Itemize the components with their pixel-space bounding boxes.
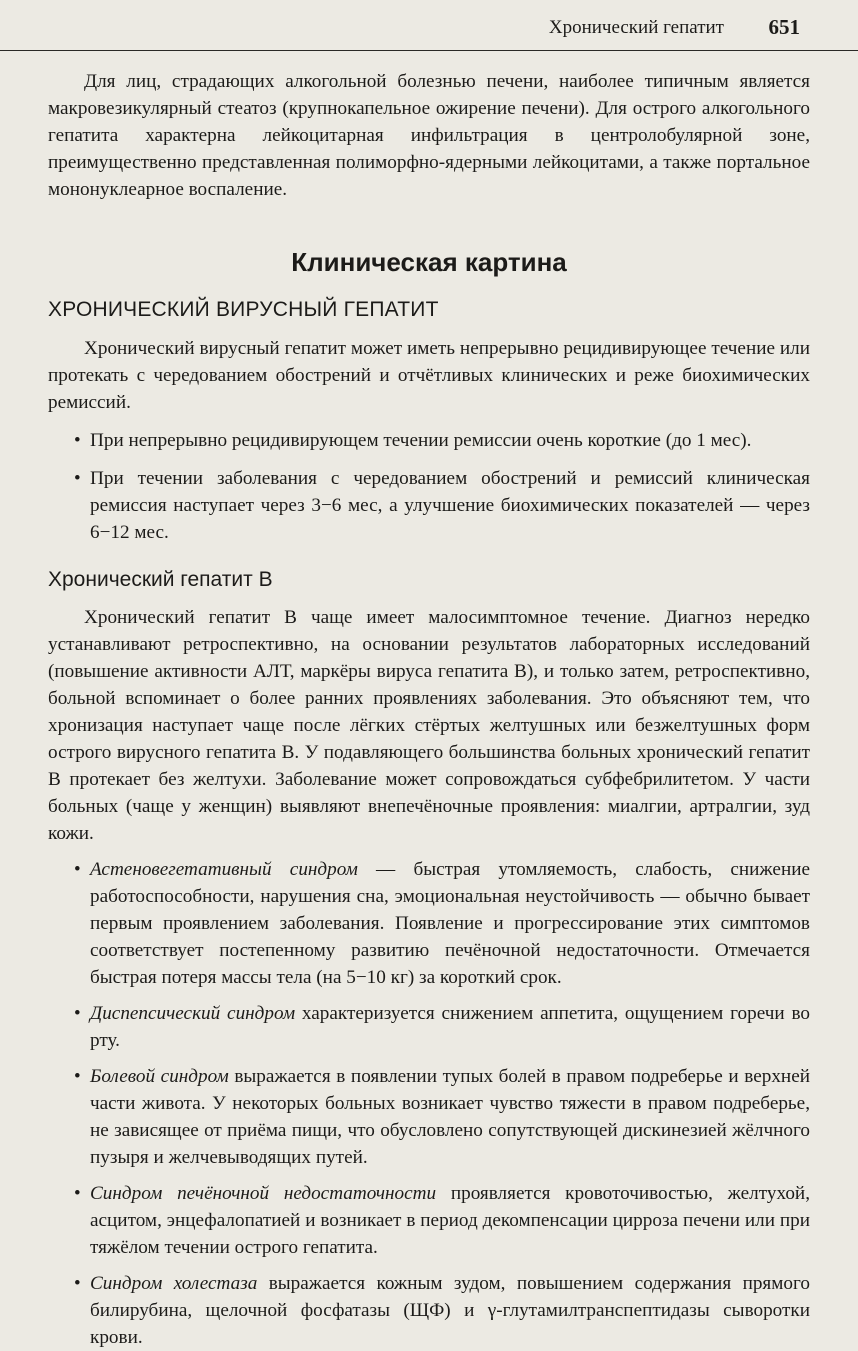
syndrome-term: Астеновегетативный синдром bbox=[90, 859, 358, 880]
syndrome-term: Синдром холестаза bbox=[90, 1273, 258, 1294]
page-content bbox=[48, 68, 810, 1351]
list-item bbox=[48, 427, 810, 454]
bullet-icon: • bbox=[74, 1183, 81, 1204]
bullet-icon: • bbox=[74, 859, 81, 880]
bullet-icon: • bbox=[74, 1273, 81, 1294]
list-item-text: При течении заболевания с чередованием обострений и ремиссий клиническая ремиссия наступает через 3−6 мес, а улучшение биохимических показателей — через 6−12 мес. bbox=[90, 468, 810, 543]
list-item bbox=[48, 465, 810, 546]
page-header bbox=[0, 0, 858, 51]
bullet-icon: • bbox=[74, 468, 81, 489]
syndrome-description: — быстрая утомляемость, слабость, снижение работоспособности, нарушения сна, эмоциональная неустойчивость — обычно бывает первым проявлением заболевания. Появление и прогрессирование этих симптомов соответствует постепенному развитию печёночной недостаточности. Отмечается быстрая потеря массы тела (на 5−10 кг) за короткий срок. bbox=[90, 859, 810, 988]
chronic-viral-hepatitis-heading: ХРОНИЧЕСКИЙ ВИРУСНЫЙ ГЕПАТИТ bbox=[48, 298, 439, 321]
list-item bbox=[48, 1000, 810, 1054]
list-item-text: При непрерывно рецидивирующем течении ремиссии очень короткие (до 1 мес). bbox=[90, 430, 752, 451]
syndrome-description: характеризуется снижением аппетита, ощущением горечи во рту. bbox=[90, 1003, 810, 1051]
bullet-icon: • bbox=[74, 1003, 81, 1024]
syndrome-term: Болевой синдром bbox=[90, 1066, 229, 1087]
syndrome-description: проявляется кровоточивостью, желтухой, асцитом, энцефалопатией и возникает в период декомпенсации цирроза печени или при тяжёлом течении острого гепатита. bbox=[90, 1183, 810, 1258]
list-item bbox=[48, 1180, 810, 1261]
syndrome-term: Синдром печёночной недостаточности bbox=[90, 1183, 437, 1204]
chronic-viral-hepatitis-paragraph: Хронический вирусный гепатит может иметь непрерывно рецидивирующее течение или протекать с чередованием обострений и отчётливых клинических и реже биохимических ремиссий. bbox=[48, 338, 810, 413]
hepatitis-b-paragraph: Хронический гепатит В чаще имеет малосимптомное течение. Диагноз нередко устанавливают ретроспективно, на основании результатов лабораторных исследований (повышение активности АЛТ, маркёры вируса гепатита В), и только затем, ретроспективно, больной вспоминает о более ранних проявлениях заболевания. Это объясняют тем, что хронизация наступает чаще после лёгких стёртых желтушных или безжелтушных форм острого вирусного гепатита В. У подавляющего большинства больных хронический гепатит В протекает без желтухи. Заболевание может сопровождаться субфебрилитетом. У части больных (чаще у женщин) выявляют внепечёночные проявления: миалгии, артралгии, зуд кожи. bbox=[48, 607, 810, 844]
syndrome-term: Диспепсический синдром bbox=[90, 1003, 296, 1024]
syndrome-description: выражается кожным зудом, повышением содержания прямого билирубина, щелочной фосфатазы (ЩФ) и γ-глутамилтранспептидазы сыворотки крови. bbox=[90, 1273, 810, 1348]
list-item bbox=[48, 1063, 810, 1171]
course-list bbox=[48, 427, 810, 546]
hepatitis-b-heading: Хронический гепатит В bbox=[48, 568, 273, 591]
running-title: Хронический гепатит bbox=[548, 17, 724, 38]
bullet-icon: • bbox=[74, 430, 81, 451]
list-item bbox=[48, 856, 810, 991]
page-number: 651 bbox=[768, 15, 800, 39]
syndrome-list bbox=[48, 856, 810, 1351]
intro-paragraph: Для лиц, страдающих алкогольной болезнью печени, наиболее типичным является макровезикулярный стеатоз (крупнокапельное ожирение печени). Для острого алкогольного гепатита характерна лейкоцитарная инфильтрация в центролобулярной зоне, преимущественно представленная полиморфно-ядерными лейкоцитами, а также портальное мононуклеарное воспаление. bbox=[48, 71, 810, 200]
list-item bbox=[48, 1270, 810, 1351]
section-heading: Клиническая картина bbox=[291, 247, 567, 277]
bullet-icon: • bbox=[74, 1066, 81, 1087]
syndrome-description: выражается в появлении тупых болей в правом подреберье и верхней части живота. У некоторых больных возникает чувство тяжести в правом подреберье, не зависящее от приёма пищи, что обусловлено сопутствующей дискинезией жёлчного пузыря и желчевыводящих путей. bbox=[90, 1066, 810, 1168]
